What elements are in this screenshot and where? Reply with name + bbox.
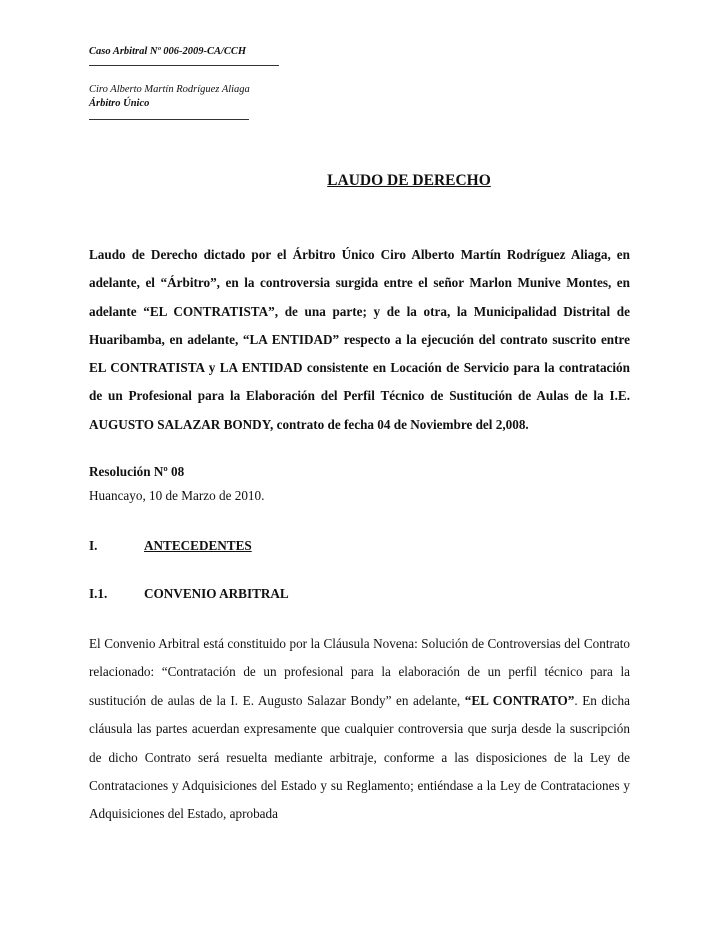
header-rule-2 — [89, 119, 249, 120]
case-number: Caso Arbitral Nº 006-2009-CA/CCH — [89, 46, 247, 57]
document-title: LAUDO DE DERECHO — [327, 172, 491, 189]
header-rule — [89, 65, 279, 66]
subsection-title: CONVENIO ARBITRAL — [144, 586, 289, 601]
arbitrator-role: Árbitro Único — [89, 98, 150, 109]
convenio-text-1: El Convenio Arbitral está constituido por la Cláusula Novena: Solución de Controversias del Contrato relacionado: “Contratación de un profesional para la elaboración de un perfil técnico para la sustitución de aulas de la I. E. Augusto Salazar Bondy” en adelante, — [89, 636, 630, 708]
document-title-row — [0, 172, 728, 190]
subsection-number: I.1. — [89, 586, 108, 601]
section-title: ANTECEDENTES — [144, 538, 252, 553]
section-antecedentes — [89, 538, 252, 554]
arbitrator-name: Ciro Alberto Martín Rodríguez Aliaga — [89, 84, 250, 95]
convenio-paragraph — [89, 630, 630, 829]
convenio-text-2: . En dicha cláusula las partes acuerdan expresamente que cualquier controversia que surja desde la suscripción de dicho Contrato será resuelta mediante arbitraje, conforme a las disposiciones de la Ley de Contrataciones y Adquisiciones del Estado y su Reglamento; entiéndase a la Ley de Contrataciones y Adquisiciones del Estado, aprobada — [89, 692, 630, 822]
section-convenio-arbitral — [89, 586, 289, 602]
el-contrato-term: “EL CONTRATO” — [464, 692, 575, 708]
resolution-number: Resolución Nº 08 — [89, 464, 185, 479]
resolution-date: Huancayo, 10 de Marzo de 2010. — [89, 488, 265, 503]
intro-paragraph: Laudo de Derecho dictado por el Árbitro Único Ciro Alberto Martín Rodríguez Aliaga, en adelante, el “Árbitro”, en la controversia surgida entre el señor Marlon Munive Montes, en adelante “EL CONTRATISTA”, de una parte; y de la otra, la Municipalidad Distrital de Huaribamba, en adelante, “LA ENTIDAD” respecto a la ejecución del contrato suscrito entre EL CONTRATISTA y LA ENTIDAD consistente en Locación de Servicio para la contratación de un Profesional para la Elaboración del Perfil Técnico de Sustitución de Aulas de la I.E. AUGUSTO SALAZAR BONDY, contrato de fecha 04 de Noviembre del 2,008. — [89, 247, 630, 432]
section-number: I. — [89, 538, 98, 553]
